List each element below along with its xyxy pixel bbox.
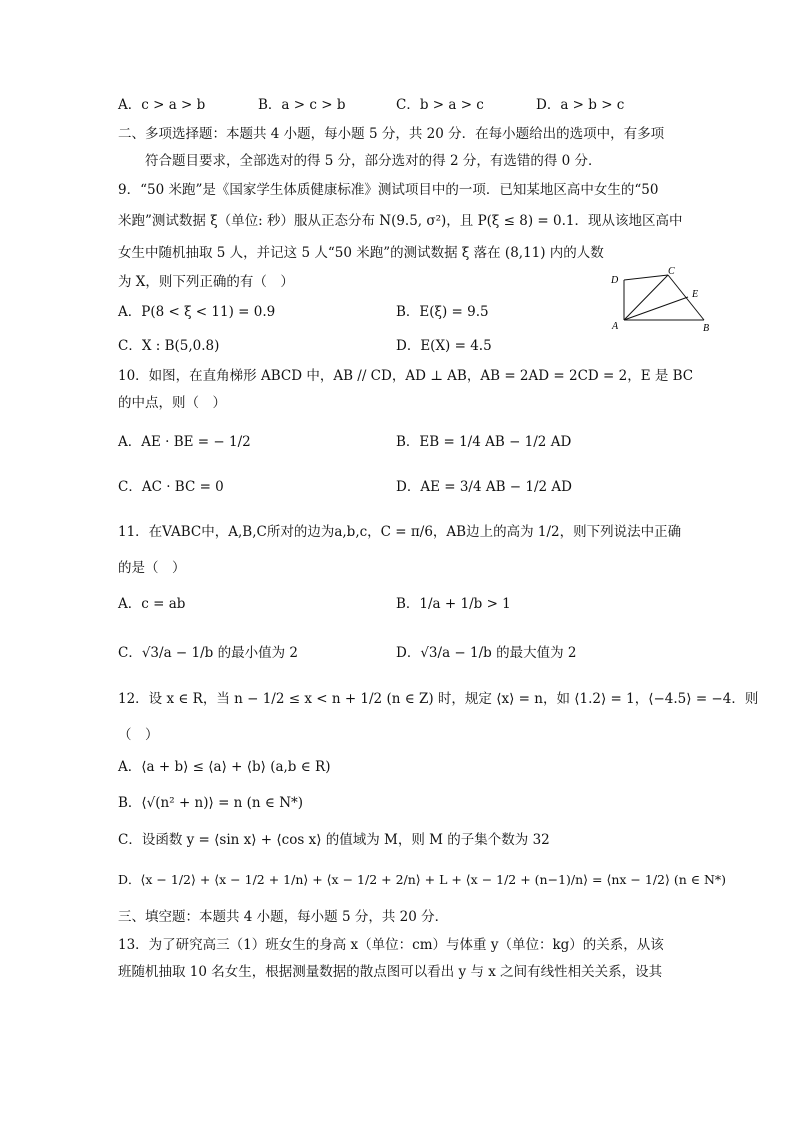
q8-option-d: D．a > b > c: [536, 97, 625, 113]
q10-option-d: D．AE = 3/4 AB − 1/2 AD: [396, 479, 572, 495]
q10-option-a: A．AE · BE = − 1/2: [118, 434, 251, 450]
q11-option-b: B．1/a + 1/b > 1: [396, 596, 511, 612]
q12-option-c: C．设函数 y = ⟨sin x⟩ + ⟨cos x⟩ 的值域为 M，则 M 的子集个数为 32: [118, 832, 550, 848]
q9-option-d: D．E(X) = 4.5: [396, 338, 492, 354]
section3-heading: 三、填空题：本题共 4 小题，每小题 5 分，共 20 分．: [118, 909, 449, 925]
section2-instructions: 符合题目要求，全部选对的得 5 分，部分选对的得 2 分，有选错的得 0 分．: [145, 153, 602, 169]
q9-stem-line3: 女生中随机抽取 5 人，并记这 5 人“50 米跑”的测试数据 ξ 落在 (8,11) 内的人数: [118, 245, 604, 261]
q10-stem-line2: 的中点，则（ ）: [118, 395, 226, 411]
q9-stem-line2: 米跑”测试数据 ξ（单位: 秒）服从正态分布 N(9.5, σ²)，且 P(ξ ≤ 8) = 0.1．现从该地区高中: [118, 213, 683, 229]
q11-stem-line1: 11．在VABC中，A,B,C所对的边为a,b,c，C = π/6，AB边上的高为 1/2，则下列说法中正确: [118, 524, 682, 540]
q11-option-c: C．√3/a − 1/b 的最小值为 2: [118, 645, 298, 661]
fig-label-a: A: [612, 321, 619, 332]
q8-option-c: C．b > a > c: [396, 97, 484, 113]
q9-option-a: A．P(8 < ξ < 11) = 0.9: [118, 304, 276, 320]
q12-stem-line2: （ ）: [118, 727, 159, 743]
fig-label-d: D: [611, 275, 619, 286]
fig-label-c: C: [668, 266, 675, 277]
q9-stem-line1: 9．“50 米跑”是《国家学生体质健康标准》测试项目中的一项．已知某地区高中女生的“50: [118, 182, 659, 198]
fig-label-b: B: [703, 323, 710, 334]
section2-heading: 二、多项选择题：本题共 4 小题，每小题 5 分，共 20 分．在每小题给出的选项中，有多项: [118, 126, 665, 142]
q9-option-c: C．X : B(5,0.8): [118, 338, 220, 354]
q9-option-b: B．E(ξ) = 9.5: [396, 304, 489, 320]
q8-option-a: A．c > a > b: [118, 97, 206, 113]
q11-stem-line2: 的是（ ）: [118, 560, 186, 576]
trapezoid-figure: [606, 266, 716, 336]
q12-option-b: B．⟨√(n² + n)⟩ = n (n ∈ N*): [118, 795, 304, 811]
q11-option-d: D．√3/a − 1/b 的最大值为 2: [396, 645, 577, 661]
q9-stem-line4: 为 X，则下列正确的有（ ）: [118, 274, 294, 290]
q8-option-b: B．a > c > b: [258, 97, 346, 113]
q12-option-a: A．⟨a + b⟩ ≤ ⟨a⟩ + ⟨b⟩ (a,b ∈ R): [118, 759, 331, 775]
q13-stem-line1: 13．为了研究高三（1）班女生的身高 x（单位：cm）与体重 y（单位：kg）的关系，从该: [118, 937, 664, 953]
q13-stem-line2: 班随机抽取 10 名女生，根据测量数据的散点图可以看出 y 与 x 之间有线性相关关系，设其: [118, 964, 663, 980]
q10-stem-line1: 10．如图，在直角梯形 ABCD 中，AB // CD，AD ⊥ AB，AB = 2AD = 2CD = 2，E 是 BC: [118, 368, 694, 384]
q12-option-d: D．⟨x − 1/2⟩ + ⟨x − 1/2 + 1/n⟩ + ⟨x − 1/2 + 2/n⟩ + L + ⟨x − 1/2 + (n−1)/n⟩ = ⟨nx − 1/2⟩ (n ∈ N*): [118, 872, 727, 887]
fig-label-e: E: [692, 289, 699, 300]
q10-option-c: C．AC · BC = 0: [118, 479, 224, 495]
q12-stem-line1: 12．设 x ∈ R，当 n − 1/2 ≤ x < n + 1/2 (n ∈ Z) 时，规定 ⟨x⟩ = n，如 ⟨1.2⟩ = 1，⟨−4.5⟩ = −4．则: [118, 691, 759, 707]
q10-option-b: B．EB = 1/4 AB − 1/2 AD: [396, 434, 572, 450]
q11-option-a: A．c = ab: [118, 596, 186, 612]
